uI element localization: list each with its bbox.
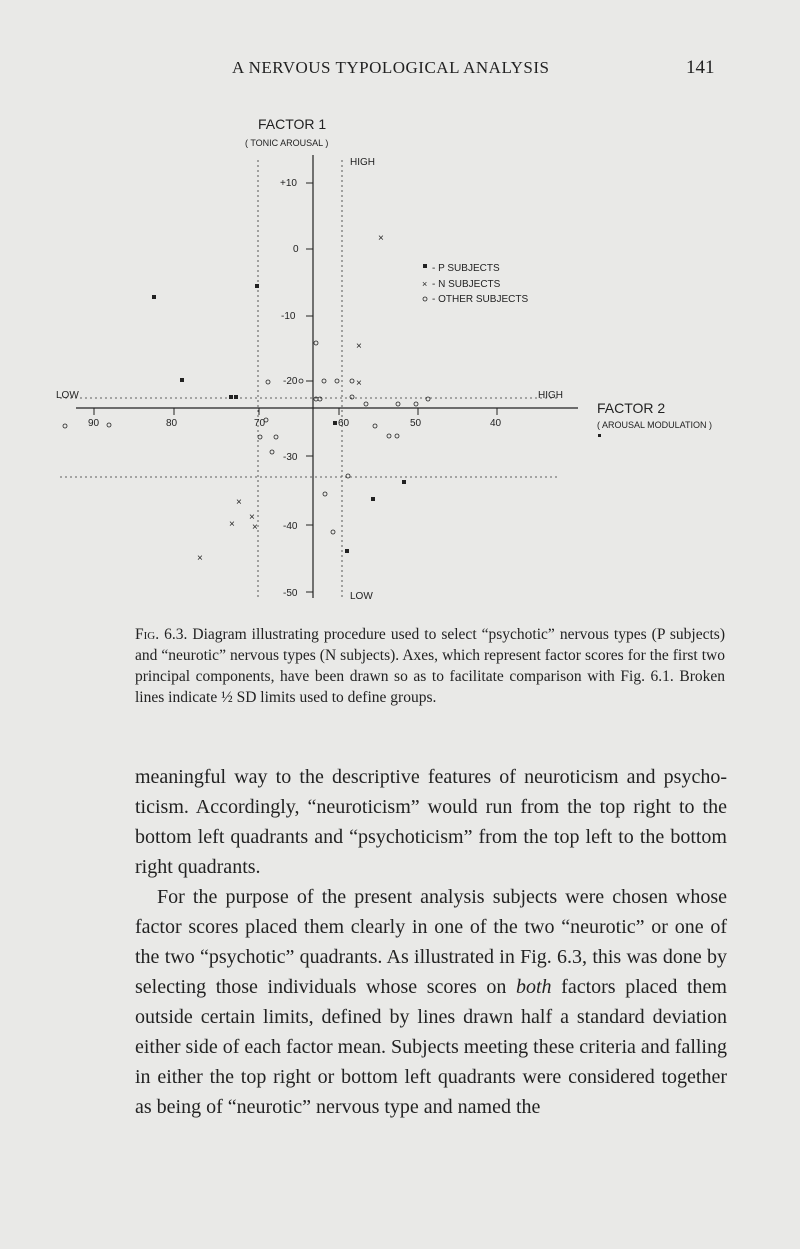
legend-p-marker [423, 264, 427, 268]
factor2-subtitle: ( AROUSAL MODULATION ) [597, 420, 713, 430]
other-point [314, 341, 318, 345]
n-point: × [378, 233, 384, 244]
other-subject-points [63, 341, 430, 534]
paragraph-2-emphasis: both [515, 976, 552, 998]
other-point [396, 402, 400, 406]
x-tick-label: 80 [166, 418, 178, 429]
p-point [229, 395, 233, 399]
p-point [152, 295, 156, 299]
axis-low-left-label: LOW [56, 390, 79, 401]
y-tick-label: -50 [283, 588, 298, 599]
axis-low-bottom-label: LOW [350, 591, 373, 602]
factor1-title: FACTOR 1 [258, 116, 327, 132]
axis-high-right-label: HIGH [538, 390, 563, 401]
y-tick-label: -40 [283, 521, 298, 532]
body-text [135, 762, 727, 1122]
caption-text: Diagram illustrating procedure used to select “psychotic” nervous types (P subjects) and “neurotic” nervous types (N subjects). Axes, which represent factor scores for the first two principal components, have been drawn so as to facilitate comparison with Fig. 6.1. Broken lines indicate ½ SD limits used to define groups. [135, 626, 725, 706]
factor2-title: FACTOR 2 [597, 400, 666, 416]
y-tick-label: -10 [281, 311, 296, 322]
n-point: × [249, 512, 255, 523]
other-point [331, 530, 335, 534]
other-point [270, 450, 274, 454]
other-point [426, 397, 430, 401]
y-tick-label: -20 [283, 376, 298, 387]
p-point [598, 434, 601, 437]
n-point: × [236, 497, 242, 508]
factor1-subtitle: ( TONIC AROUSAL ) [245, 138, 329, 148]
x-tick-label: 70 [254, 418, 266, 429]
figure-caption [135, 624, 725, 708]
paragraph-2-part-2: factors placed them outside certain limits, defined by lines drawn half a standard deviation either side of each factor mean. Subjects meeting these criteria and falling in either the top right or bottom left quadrants were considered together as being of “neurotic” nervous type and named the [135, 976, 727, 1118]
n-point: × [197, 553, 203, 564]
axis-high-top-label: HIGH [350, 157, 375, 168]
legend-o-label: - OTHER SUBJECTS [432, 294, 529, 305]
p-point [333, 421, 337, 425]
other-point [299, 379, 303, 383]
other-point [387, 434, 391, 438]
other-point [346, 474, 350, 478]
paragraph-2 [135, 882, 727, 1122]
p-point [371, 497, 375, 501]
y-tick-label: +10 [280, 178, 297, 189]
x-tick-label: 60 [338, 418, 350, 429]
y-tick-label: -30 [283, 452, 298, 463]
caption-label: Fig. 6.3. [135, 626, 188, 643]
p-point [180, 378, 184, 382]
x-tick-label: 90 [88, 418, 100, 429]
legend [422, 263, 528, 305]
other-point [373, 424, 377, 428]
legend-o-marker [423, 297, 427, 301]
other-point [266, 380, 270, 384]
p-point [234, 395, 238, 399]
n-point: × [356, 378, 362, 389]
legend-p-label: - P SUBJECTS [432, 263, 500, 274]
other-point [395, 434, 399, 438]
p-subject-points [152, 284, 601, 553]
other-point [335, 379, 339, 383]
other-point [107, 423, 111, 427]
x-tick-label: 50 [410, 418, 422, 429]
other-point [63, 424, 67, 428]
other-point [258, 435, 262, 439]
paragraph-1: meaningful way to the descriptive features of neuroticism and psychoticism. Accordingly, “neuroticism” would run from the top right to the bottom left quadrants and “psychoticism” from the top left to the bottom right quadrants. [135, 766, 727, 878]
y-axis-tick-labels [280, 178, 299, 599]
paragraph-2-part-1: For the purpose of the present analysis subjects were chosen whose factor scores placed them clearly in one of the two “neurotic” or one of the two “psychotic” quadrants. As illustrated in Fig. 6.3, this was done by selecting those individuals whose scores on [135, 886, 727, 998]
x-axis-ticks [94, 408, 497, 415]
n-point: × [252, 522, 258, 533]
n-subject-points [197, 233, 384, 564]
legend-n-marker: × [422, 279, 428, 289]
p-point [345, 549, 349, 553]
x-tick-label: 40 [490, 418, 502, 429]
running-head: A NERVOUS TYPOLOGICAL ANALYSIS [232, 58, 550, 77]
n-point: × [229, 519, 235, 530]
other-point [364, 402, 368, 406]
other-point [414, 402, 418, 406]
p-point [402, 480, 406, 484]
n-point: × [356, 341, 362, 352]
y-tick-label: 0 [293, 244, 299, 255]
other-point [322, 379, 326, 383]
other-point [274, 435, 278, 439]
other-point [350, 379, 354, 383]
figure-6-3-diagram [0, 0, 800, 615]
p-point [255, 284, 259, 288]
page-number: 141 [686, 57, 715, 78]
other-point [323, 492, 327, 496]
y-axis-ticks [306, 183, 313, 592]
x-axis-tick-labels [88, 418, 502, 429]
legend-n-label: - N SUBJECTS [432, 279, 501, 290]
